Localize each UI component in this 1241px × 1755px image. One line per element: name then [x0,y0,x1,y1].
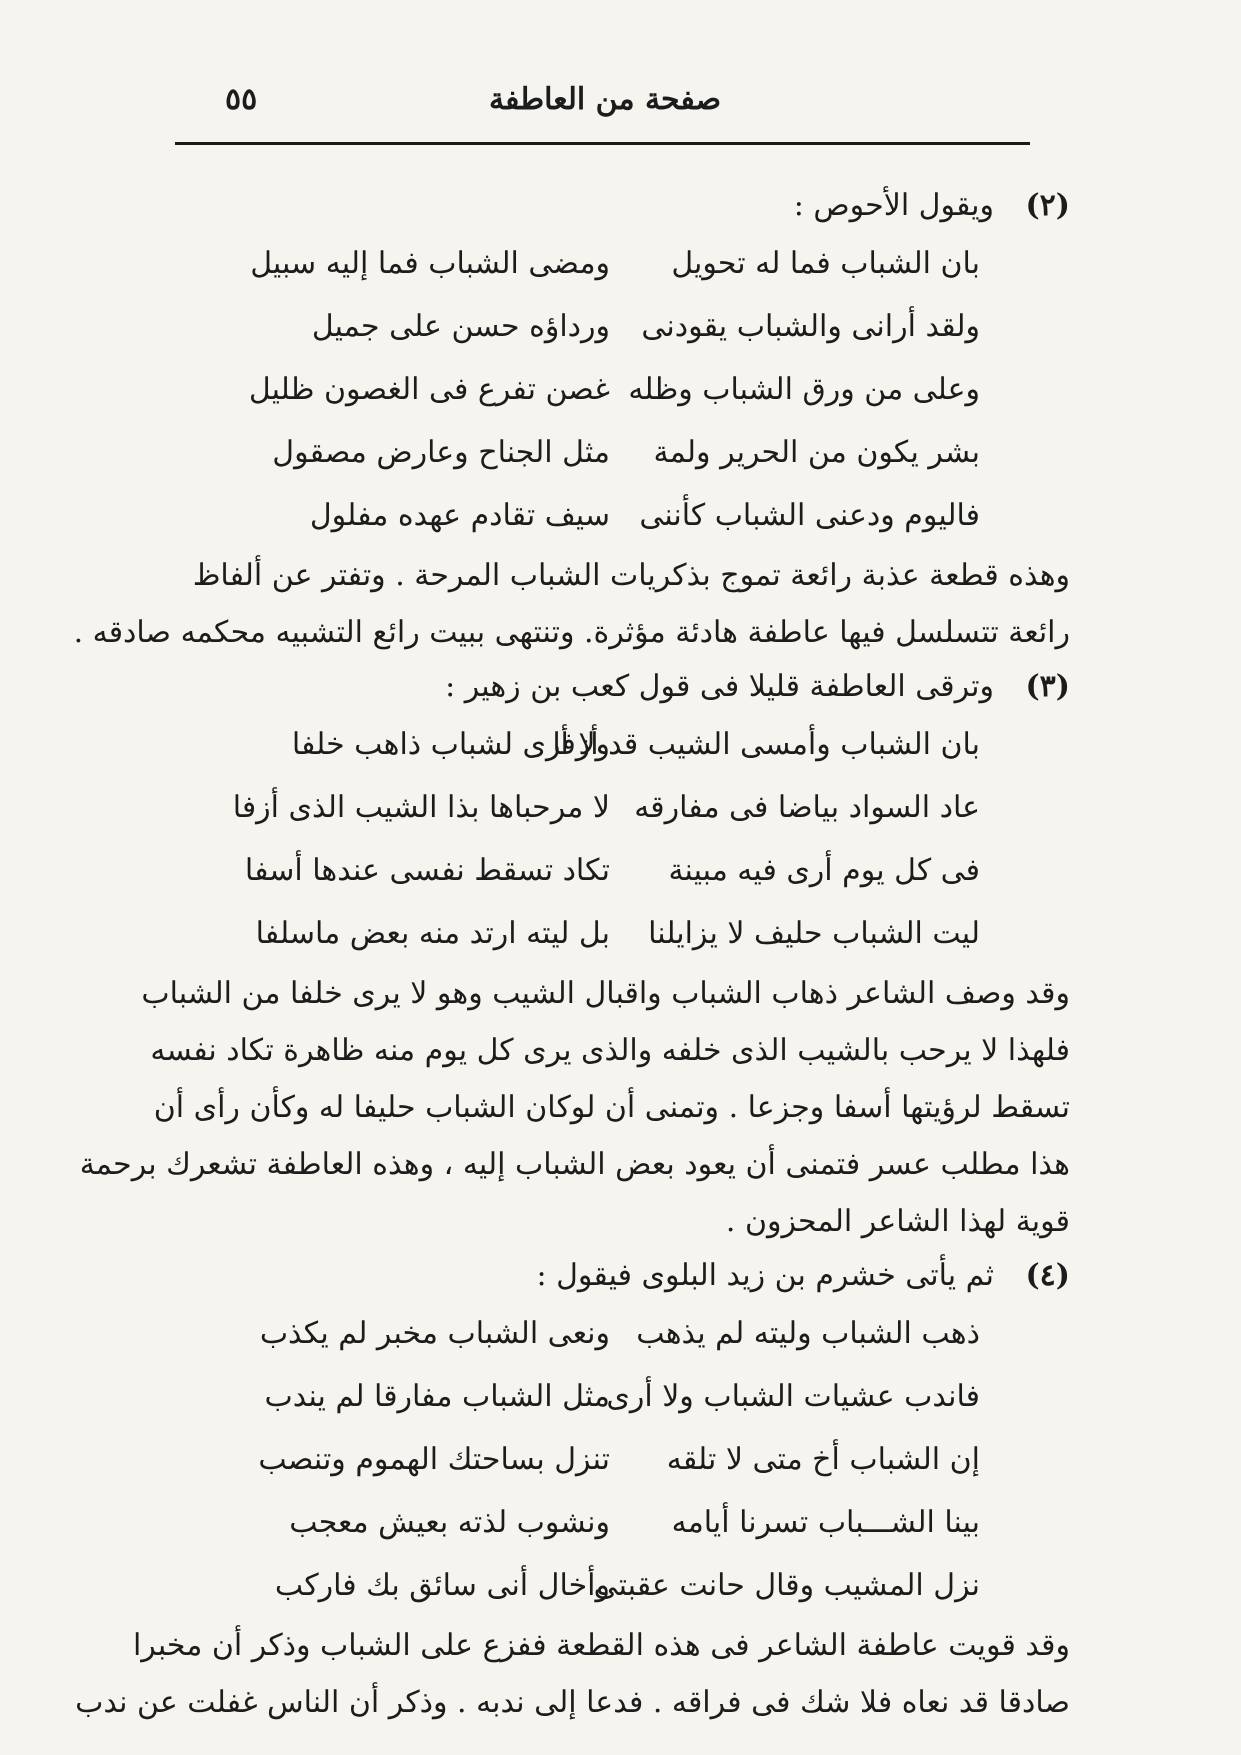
prose-line: وهذه قطعة عذبة رائعة تموج بذكريات الشباب المرحة . وتفتر عن ألفاظ [192,558,1070,593]
verse-line [175,902,1070,965]
verse-line [175,484,1070,547]
prose-line: صادقا قد نعاه فلا شك فى فراقه . فدعا إلى ندبه . وذكر أن الناس غفلت عن ندب [75,1685,1070,1720]
first-hemistich: بان الشباب فما له تحويل [671,246,980,281]
running-title: صفحة من العاطفة [488,82,722,117]
second-hemistich: ونعى الشباب مخبر لم يكذب [259,1316,610,1351]
verse-line [175,421,1070,484]
verse-line [175,776,1070,839]
verse-line [175,1302,1070,1365]
prose-line: تسقط لرؤيتها أسفا وجزعا . وتمنى أن لوكان الشباب حليفا له وكأن رأى أن [153,1090,1070,1125]
verse-line [175,839,1070,902]
second-hemistich: ونشوب لذته بعيش معجب [289,1505,610,1540]
first-hemistich: فاندب عشيات الشباب ولا أرى [606,1379,980,1414]
second-hemistich: غصن تفرع فى الغصون ظليل [248,372,610,407]
section-number: (٤) [1025,1258,1070,1293]
page-body [73,180,1070,1731]
first-hemistich: فى كل يوم أرى فيه مبينة [668,853,980,888]
second-hemistich: ومضى الشباب فما إليه سبيل [250,246,610,281]
commentary-paragraph [73,547,1070,661]
section-number: (٣) [1025,669,1070,704]
prose-line: هذا مطلب عسر فتمنى أن يعود بعض الشباب إليه ، وهذه العاطفة تشعرك برحمة [79,1147,1070,1182]
verse-line [175,1491,1070,1554]
second-hemistich: ولا أرى لشباب ذاهب خلفا [291,727,610,762]
prose-line: رائعة تتسلسل فيها عاطفة هادئة مؤثرة. وتنتهى ببيت رائع التشبيه محكمه صادقه . [73,615,1070,650]
intro-text: وترقى العاطفة قليلا فى قول كعب بن زهير : [445,669,994,704]
prose-line: وقد وصف الشاعر ذهاب الشباب واقبال الشيب وهو لا يرى خلفا من الشباب [141,976,1070,1011]
first-hemistich: بينا الشـــباب تسرنا أيامه [671,1505,980,1540]
verse-line [175,295,1070,358]
verse-line [175,1428,1070,1491]
first-hemistich: نزل المشيب وقال حانت عقبتى [593,1568,980,1603]
verse-line [175,358,1070,421]
second-hemistich: تنزل بساحتك الهموم وتنصب [258,1442,610,1477]
first-hemistich: ذهب الشباب وليته لم يذهب [636,1316,980,1351]
second-hemistich: مثل الجناح وعارض مصقول [272,435,610,470]
header-divider [175,142,1030,145]
prose-line: قوية لهذا الشاعر المحزون . [725,1204,1070,1239]
first-hemistich: بشر يكون من الحرير ولمة [653,435,980,470]
intro-text: ويقول الأحوص : [793,188,994,223]
second-hemistich: ورداؤه حسن على جميل [311,309,610,344]
page-header [175,82,1035,132]
second-hemistich: تكاد تسقط نفسى عندها أسفا [244,853,610,888]
prose-line: وقد قويت عاطفة الشاعر فى هذه القطعة ففزع على الشباب وذكر أن مخبرا [132,1628,1070,1663]
section-intro [175,1250,1070,1302]
page-number: ٥٥ [225,82,258,117]
first-hemistich: ولقد أرانى والشباب يقودنى [641,309,980,344]
section-intro [175,661,1070,713]
first-hemistich: وعلى من ورق الشباب وظله [628,372,980,407]
first-hemistich: عاد السواد بياضا فى مفارقه [634,790,980,825]
commentary-paragraph [75,1617,1070,1731]
prose-line: فلهذا لا يرحب بالشيب الذى خلفه والذى يرى كل يوم منه ظاهرة تكاد نفسه [150,1033,1070,1068]
section-number: (٢) [1025,188,1070,223]
intro-text: ثم يأتى خشرم بن زيد البلوى فيقول : [536,1258,994,1293]
first-hemistich: بان الشباب وأمسى الشيب قد أزفا [552,727,980,762]
section-intro [175,180,1070,232]
second-hemistich: بل ليته ارتد منه بعض ماسلفا [255,916,610,951]
first-hemistich: إن الشباب أخ متى لا تلقه [666,1442,980,1477]
second-hemistich: سيف تقادم عهده مفلول [309,498,610,533]
second-hemistich: لا مرحباها بذا الشيب الذى أزفا [232,790,610,825]
first-hemistich: ليت الشباب حليف لا يزايلنا [648,916,980,951]
first-hemistich: فاليوم ودعنى الشباب كأننى [639,498,980,533]
verse-line [175,1554,1070,1617]
verse-line [175,1365,1070,1428]
verse-line [175,232,1070,295]
verse-line [175,713,1070,776]
second-hemistich: وأخال أنى سائق بك فاركب [274,1568,610,1603]
second-hemistich: مثل الشباب مفارقا لم يندب [264,1379,610,1414]
commentary-paragraph [79,965,1070,1250]
